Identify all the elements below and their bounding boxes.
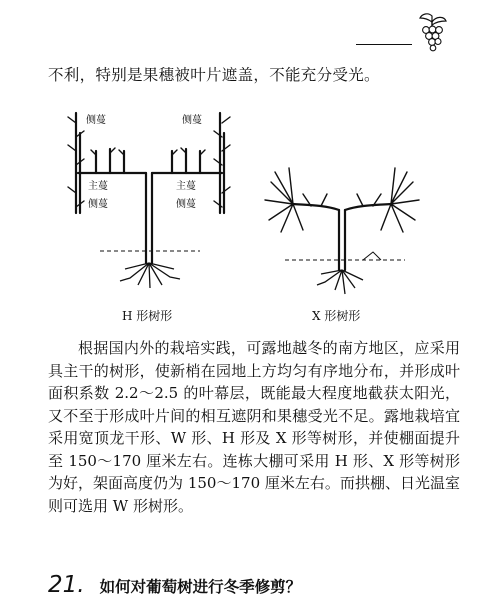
label-side-left: 侧蔓	[88, 199, 108, 210]
x-tree-caption: X 形树形	[312, 309, 361, 323]
label-main-left: 主蔓	[88, 181, 108, 192]
h-tree-caption: H 形树形	[122, 309, 173, 323]
section-title: 如何对葡萄树进行冬季修剪？	[99, 578, 302, 596]
label-main-right: 主蔓	[176, 181, 196, 192]
section-heading	[48, 572, 301, 598]
label-top-right: 侧蔓	[182, 115, 202, 126]
label-top-left: 侧蔓	[86, 115, 106, 126]
header-rule	[356, 44, 412, 45]
grape-cluster-icon	[414, 12, 450, 52]
h-tree-figure	[60, 103, 240, 303]
x-tree-figure	[255, 160, 435, 300]
body-text	[48, 337, 460, 517]
label-side-right: 侧蔓	[176, 199, 196, 210]
section-number: 21.	[48, 572, 85, 598]
body-paragraph: 根据国内外的栽培实践，可露地越冬的南方地区，应采用具主干的树形，使新梢在园地上方均匀有序地分布，并形成叶面积系数 2.2～2.5 的叶幕层，既能最大程度地截获太阳光，又不至于形成叶片间的相互遮阴和果穗受光不足。露地栽培宜采用宽顶龙干形、W 形、H 形及 X 形等树形，并使棚面提升至 150～170 厘米左右。连栋大棚可采用 H 形、X 形等树形为好，架面高度仍为 150～170 厘米左右。而拱棚、日光温室则可选用 W 形树形。	[48, 339, 460, 515]
intro-line: 不利，特别是果穗被叶片遮盖，不能充分受光。	[48, 66, 380, 84]
